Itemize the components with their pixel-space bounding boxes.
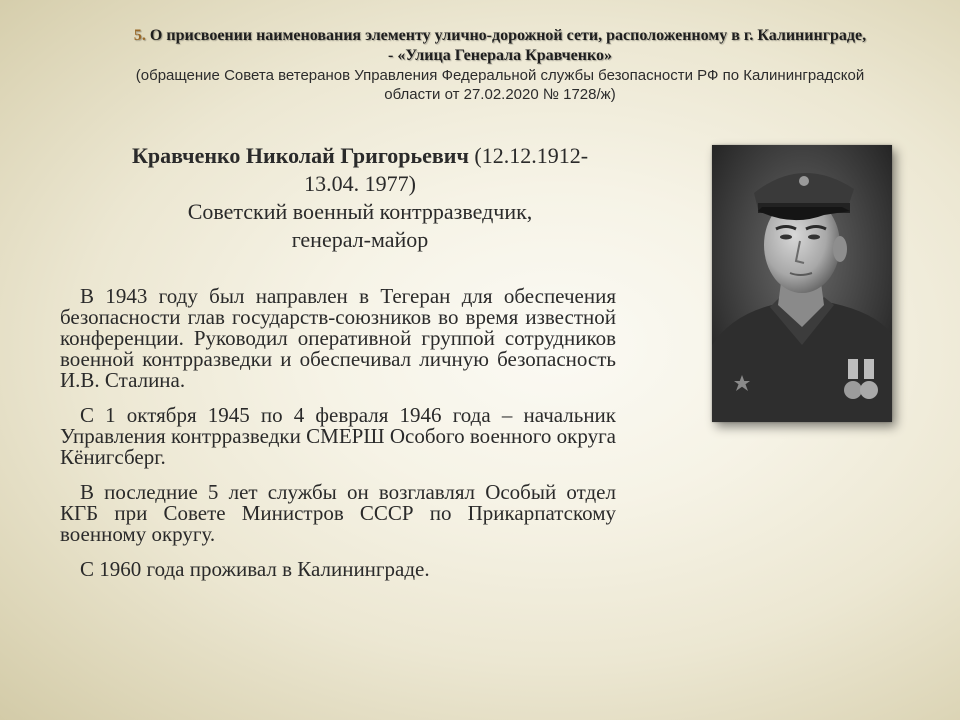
- person-heading: [60, 142, 660, 254]
- header-title-line1: [40, 26, 960, 46]
- person-role-line2: генерал-майор: [291, 227, 429, 252]
- bio-paragraph-2: С 1 октября 1945 по 4 февраля 1946 года – начальник Управления контрразведки СМЕРШ Особого военного округа Кёнигсберг.: [60, 403, 616, 469]
- person-name-line: [60, 142, 660, 170]
- header-subtitle-line2: области от 27.02.2020 № 1728/ж): [384, 86, 616, 103]
- bio-paragraph-3: В последние 5 лет службы он возглавлял Особый отдел КГБ при Совете Министров СССР по Прикарпатскому военному округу.: [60, 480, 616, 546]
- person-role-line1: Советский военный контрразведчик,: [187, 199, 533, 224]
- item-number: 5.: [133, 27, 146, 44]
- person-dates-start: (12.12.1912-: [468, 143, 589, 168]
- person-name: Кравченко Николай Григорьевич: [131, 143, 469, 168]
- biography: [60, 286, 616, 594]
- header-title-text: О присвоении наименования элементу улично-дорожной сети, расположенному в г. Калининграде,: [149, 27, 867, 44]
- person-dates-end: 13.04. 1977): [304, 171, 416, 196]
- header-subtitle-line1: (обращение Совета ветеранов Управления Федеральной службы безопасности РФ по Калининградской: [135, 67, 865, 84]
- header-title-line2: - «Улица Генерала Кравченко»: [388, 47, 612, 64]
- slide-header: [40, 26, 960, 104]
- bio-paragraph-1: В 1943 году был направлен в Тегеран для обеспечения безопасности глав государств-союзников во время известной конференции. Руководил оперативной группой сотрудников военной контрразведки и обеспечивал личную безопасность И.В. Сталина.: [60, 284, 616, 392]
- portrait-photo-icon: [712, 145, 892, 422]
- portrait-photo: [712, 145, 892, 422]
- bio-paragraph-4: С 1960 года проживал в Калининграде.: [80, 557, 430, 581]
